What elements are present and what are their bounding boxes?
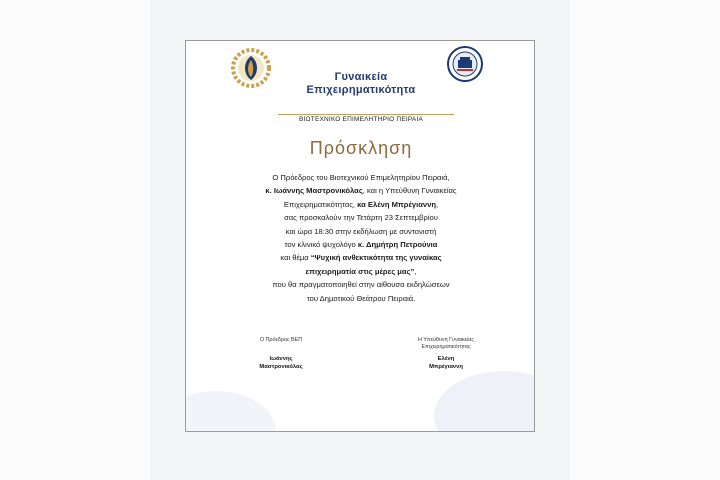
president-name: κ. Ιωάννης Μαστρονικόλας (265, 186, 363, 196)
invitation-heading: Πρόσκληση (309, 138, 413, 158)
signature-name: Ιωάννης (269, 356, 293, 362)
invitation-body (206, 171, 516, 305)
body-line (206, 211, 516, 224)
body-line (206, 251, 516, 264)
signature-left (226, 337, 336, 371)
body-line (206, 238, 516, 251)
org-title-line1: Γυναικεία (334, 71, 388, 83)
event-topic: “Ψυχική ανθεκτικότητα της γυναίκας (310, 253, 442, 263)
body-line (206, 225, 516, 238)
body-text: Ο Πρόεδρος του Βιοτεχνικού Επιμελητηρίου Πειραιά, (272, 173, 450, 182)
signature-name: Μαστρονικόλας (259, 363, 303, 370)
invitation-card (185, 40, 535, 432)
decorative-blob (434, 371, 535, 432)
signature-role: Επιχειρηματικότητας (421, 344, 471, 350)
body-text: και θέμα (280, 253, 311, 263)
signature-role: Η Υπεύθυνη Γυναικείας (417, 337, 475, 343)
body-line (206, 278, 516, 291)
signature-name: Ελένη (437, 356, 455, 362)
event-topic: επιχειρηματία στις μέρες μας” (305, 266, 415, 276)
body-text: Επιχειρηματικότητας, (283, 199, 358, 209)
body-text: του Δημοτικού Θεάτρου Πειραιά. (306, 293, 416, 303)
signature-name: Μπρέγιαννη (429, 363, 463, 370)
body-text: τον κλινικό ψυχολόγο (284, 240, 358, 250)
body-text: σας προσκαλούν την Τετάρτη 23 Σεπτεμβρίου (284, 213, 438, 223)
body-text: , (414, 266, 417, 276)
body-line (206, 198, 516, 211)
divider-rule (278, 114, 454, 115)
decorative-blob (185, 391, 276, 432)
org-title-line2: Επιχειρηματικότητα (306, 84, 416, 96)
body-text: και ώρα 18:30 στην εκδήλωση με συντονιστή (285, 226, 437, 236)
body-line (206, 184, 516, 197)
manager-name: κα Ελένη Μπρέγιαννη (357, 199, 436, 209)
chamber-name: ΒΙΟΤΕΧΝΙΚΟ ΕΠΙΜΕΛΗΤΗΡΙΟ ΠΕΙΡΑΙΑ (299, 116, 423, 123)
body-line (206, 265, 516, 278)
body-line (206, 292, 516, 305)
signature-role: Ο Πρόεδρος ΒΕΠ (259, 337, 303, 343)
body-line (206, 171, 516, 184)
body-text: , (435, 199, 439, 209)
coordinator-name: κ. Δημήτρη Πετρούνια (357, 240, 438, 250)
body-text: που θα πραγματοποιηθεί στην αίθουσα εκδηλώσεων (272, 280, 450, 290)
signature-right (386, 337, 506, 371)
body-text: , και η Υπεύθυνη Γυναικείας (362, 186, 457, 196)
